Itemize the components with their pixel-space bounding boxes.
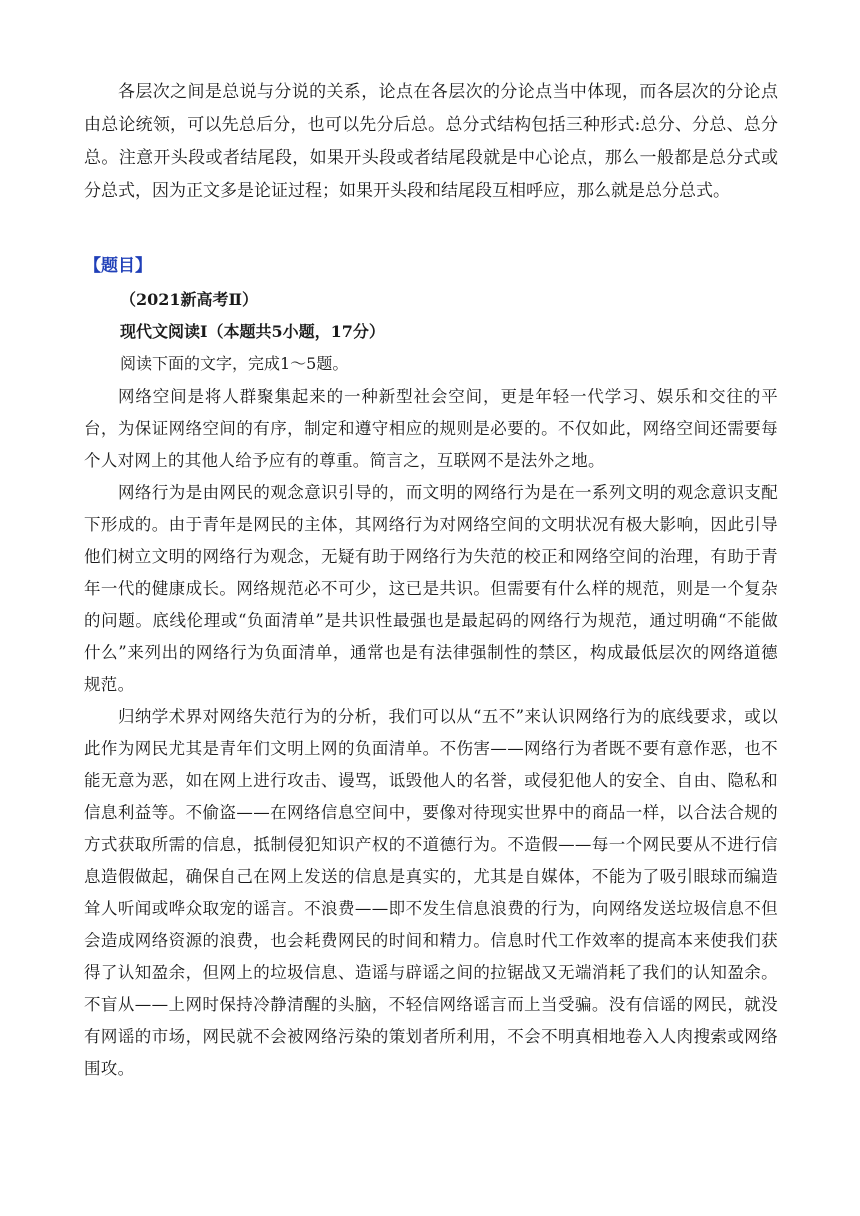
intro-paragraph: 各层次之间是总说与分说的关系，论点在各层次的分论点当中体现，而各层次的分论点由总论统领，可以先总后分，也可以先分后总。总分式结构包括三种形式:总分、分总、总分总。注意开头段或者结尾段，如果开头段或者结尾段就是中心论点，那么一般都是总分式或分总式，因为正文多是论证过程；如果开头段和结尾段互相呼应，那么就是总分总式。 xyxy=(84,82,778,201)
section-title: 现代文阅读Ⅰ（本题共5小题，17分） xyxy=(120,322,385,341)
question-tag: 【题目】 xyxy=(84,256,152,276)
exam-source: （2021新高考Ⅱ） xyxy=(120,290,259,309)
article-paragraph-2: 网络行为是由网民的观念意识引导的，而文明的网络行为是在一系列文明的观念意识支配下形成的。由于青年是网民的主体，其网络行为对网络空间的文明状况有极大影响，因此引导他们树立文明的网络行为观念，无疑有助于网络行为失范的校正和网络空间的治理，有助于青年一代的健康成长。网络规范必不可少，这已是共识。但需要有什么样的规范，则是一个复杂的问题。底线伦理或“负面清单”是共识性最强也是最起码的网络行为规范，通过明确“不能做什么”来列出的网络行为负面清单，通常也是有法律强制性的禁区，构成最低层次的网络道德规范。 xyxy=(84,483,778,694)
article-paragraph-3: 归纳学术界对网络失范行为的分析，我们可以从“五不”来认识网络行为的底线要求，或以此作为网民尤其是青年们文明上网的负面清单。不伤害——网络行为者既不要有意作恶，也不能无意为恶，如在网上进行攻击、谩骂，诋毁他人的名誉，或侵犯他人的安全、自由、隐私和信息利益等。不偷盗——在网络信息空间中，要像对待现实世界中的商品一样，以合法合规的方式获取所需的信息，抵制侵犯知识产权的不道德行为。不造假——每一个网民要从不进行信息造假做起，确保自己在网上发送的信息是真实的，尤其是自媒体，不能为了吸引眼球而编造耸人听闻或哗众取宠的谣言。不浪费——即不发生信息浪费的行为，向网络发送垃圾信息不但会造成网络资源的浪费，也会耗费网民的时间和精力。信息时代工作效率的提高本来使我们获得了认知盈余，但网上的垃圾信息、造谣与辟谣之间的拉锯战又无端消耗了我们的认知盈余。不盲从——上网时保持冷静清醒的头脑，不轻信网络谣言而上当受骗。没有信谣的网民，就没有网谣的市场，网民就不会被网络污染的策划者所利用，不会不明真相地卷入人肉搜索或网络围攻。 xyxy=(84,707,778,1078)
article-paragraph-1: 网络空间是将人群聚集起来的一种新型社会空间，更是年轻一代学习、娱乐和交往的平台，为保证网络空间的有序，制定和遵守相应的规则是必要的。不仅如此，网络空间还需要每个人对网上的其他人给予应有的尊重。简言之，互联网不是法外之地。 xyxy=(84,387,778,470)
reading-instruction: 阅读下面的文字，完成1～5题。 xyxy=(120,354,349,373)
article-body xyxy=(84,381,778,1085)
